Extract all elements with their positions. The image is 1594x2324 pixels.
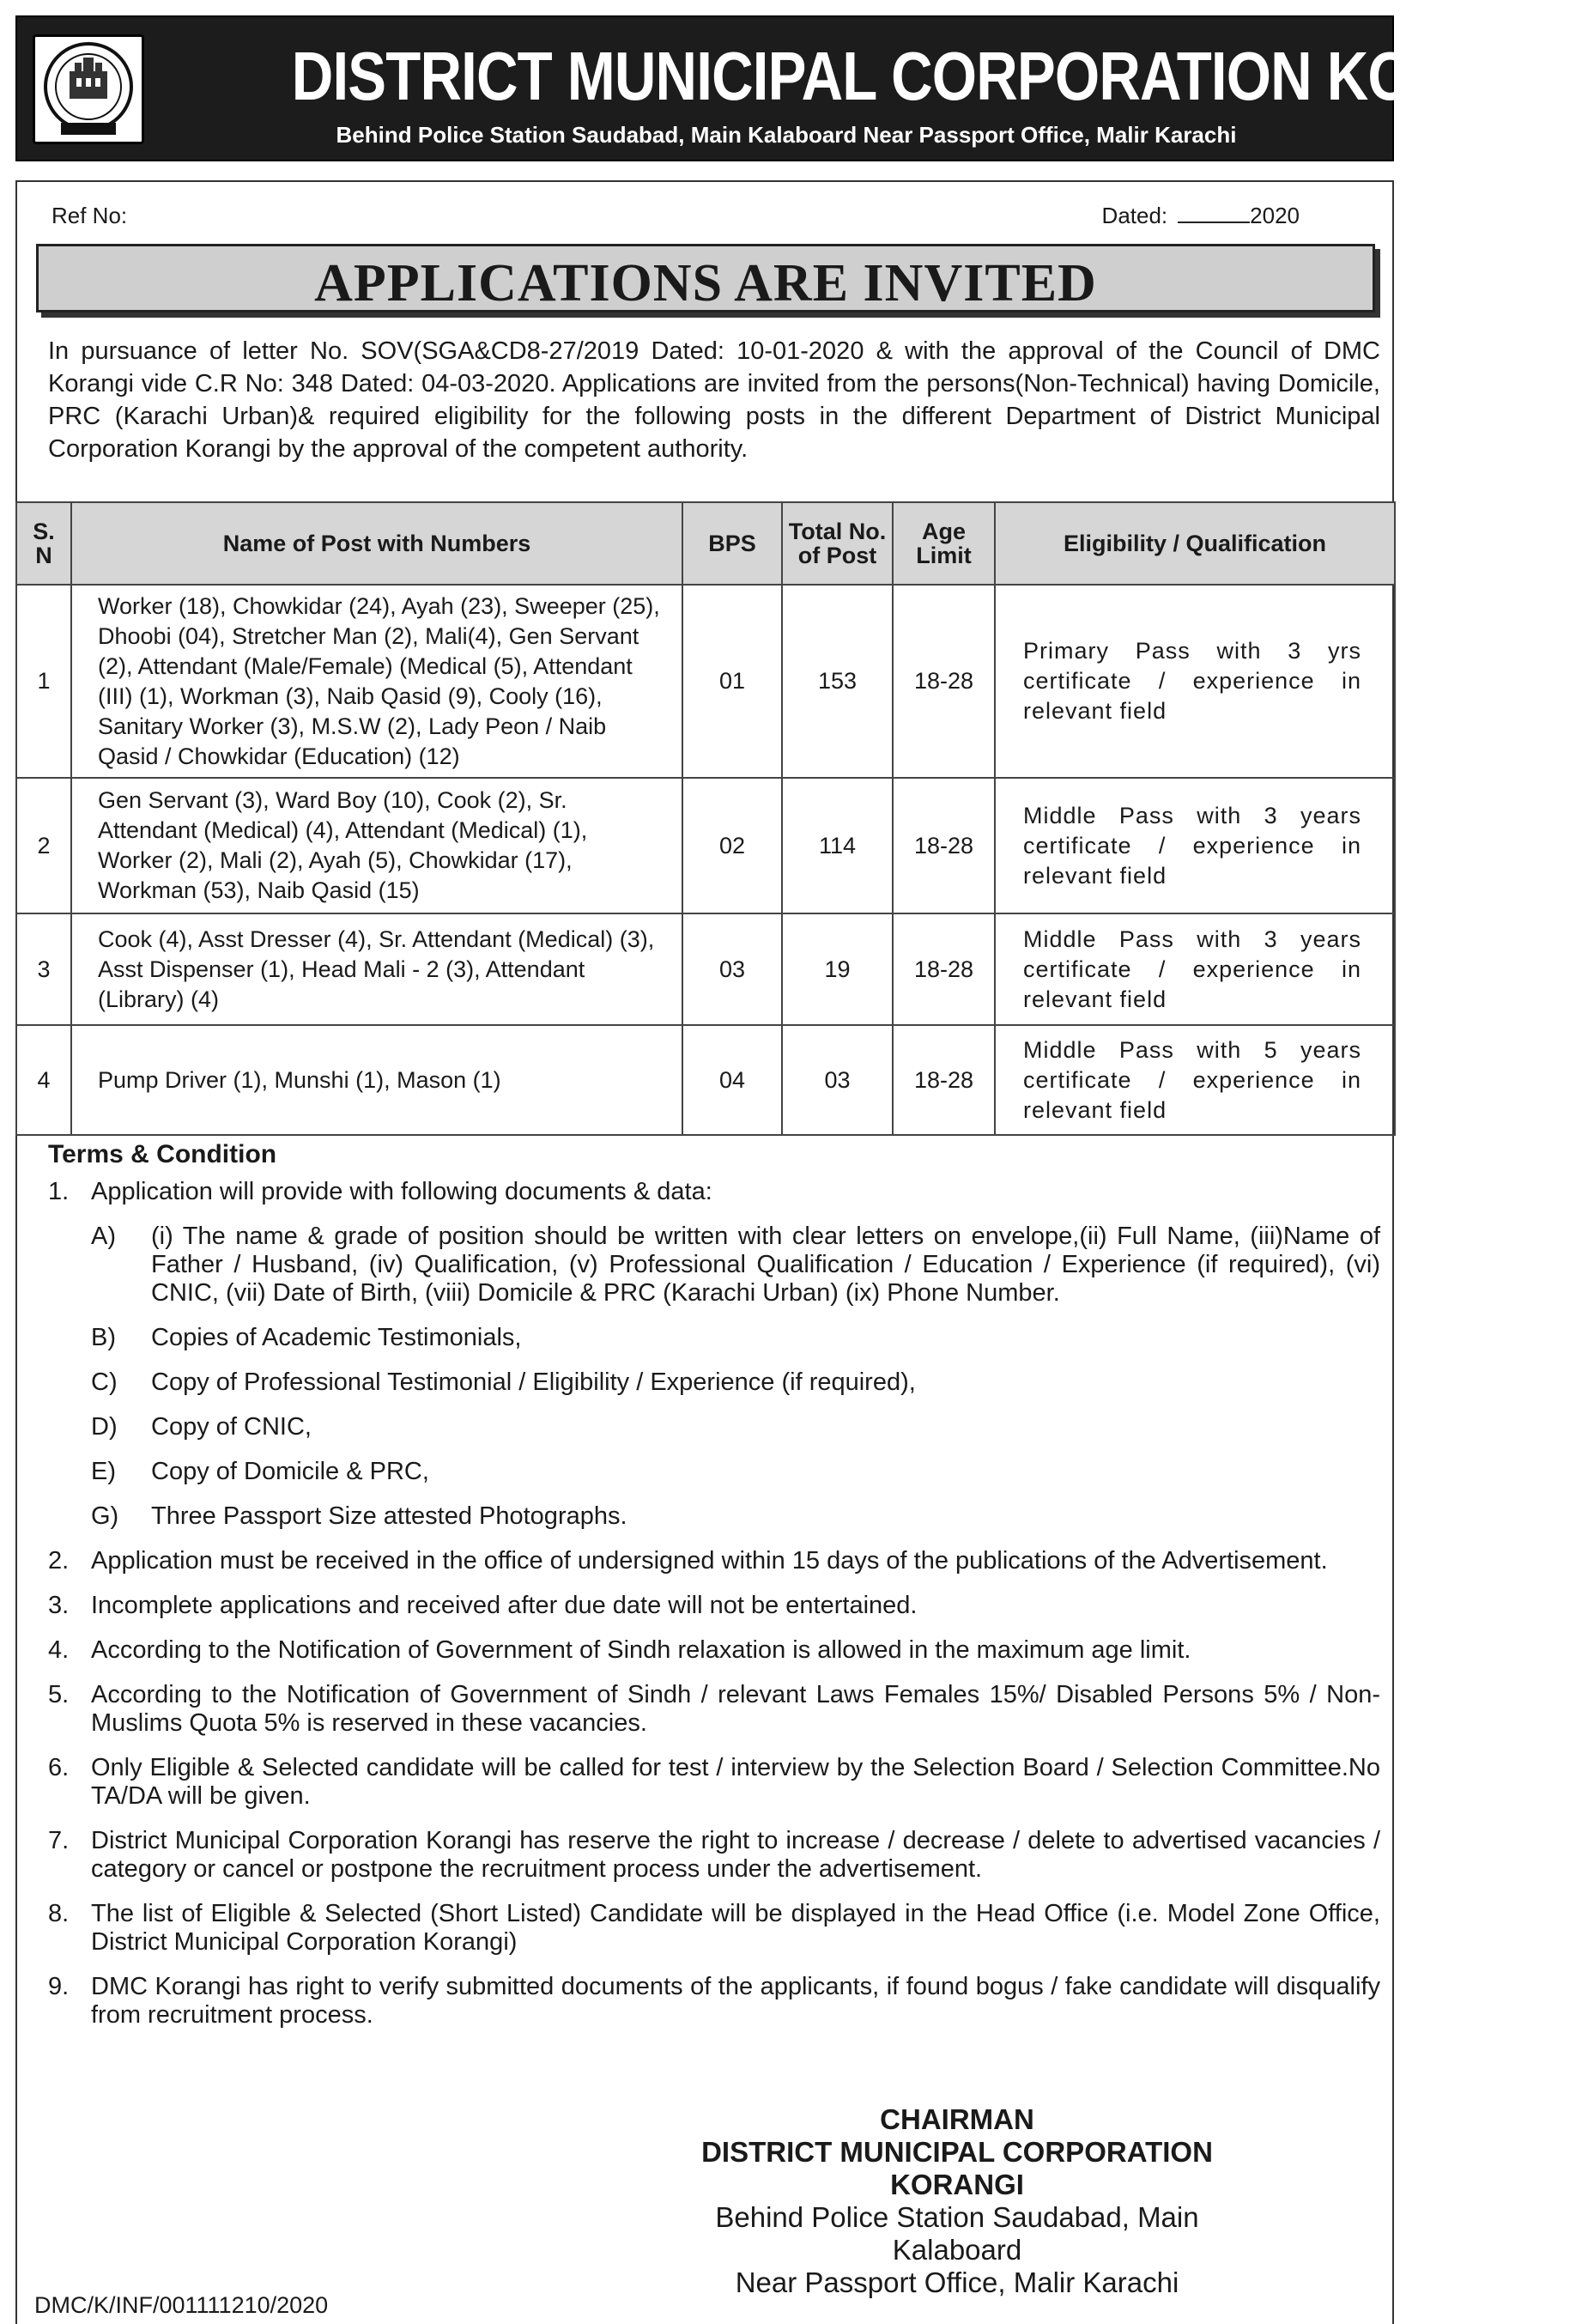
terms-title: Terms & Condition bbox=[48, 1140, 277, 1168]
term-number: 3. bbox=[48, 1592, 70, 1619]
term-item bbox=[48, 1547, 1380, 1575]
table-row bbox=[16, 1025, 1395, 1135]
term-number: 2. bbox=[48, 1547, 70, 1575]
sub-item bbox=[48, 1413, 1380, 1441]
term-number: 1. bbox=[48, 1178, 70, 1205]
signature-block bbox=[661, 2103, 1253, 2299]
sub-item bbox=[48, 1458, 1380, 1486]
term-text: Only Eligible & Selected candidate will be called for test / interview by the Selection Board / Selection Committee.No TA/DA will be given. bbox=[91, 1754, 1380, 1810]
term-text: According to the Notification of Government of Sindh / relevant Laws Females 15%/ Disabled Persons 5% / Non-Muslims Quota 5% is reserved in these vacancies. bbox=[91, 1681, 1380, 1737]
term-number: 5. bbox=[48, 1681, 70, 1708]
sub-text: Three Passport Size attested Photographs. bbox=[151, 1502, 627, 1530]
term-item bbox=[48, 1636, 1380, 1665]
dated-year: 2020 bbox=[1250, 203, 1300, 228]
organization-title: DISTRICT MUNICIPAL CORPORATION KORANGI bbox=[291, 38, 1594, 114]
posts-table bbox=[15, 501, 1396, 1136]
term-text: Application must be received in the office of undersigned within 15 days of the publications of the Advertisement. bbox=[91, 1547, 1328, 1575]
cell-eligibility: Primary Pass with 3 yrs certificate / experience in relevant field bbox=[995, 585, 1395, 778]
footer-reference: DMC/K/INF/001111210/2020 bbox=[34, 2292, 329, 2318]
term-text: Application will provide with following documents & data: bbox=[91, 1178, 712, 1205]
term-item bbox=[48, 1592, 1380, 1620]
cell-sn: 1 bbox=[16, 585, 71, 778]
signatory-address-line-2: Near Passport Office, Malir Karachi bbox=[735, 2266, 1179, 2298]
col-bps: BPS bbox=[682, 502, 782, 585]
col-age: Age Limit bbox=[893, 502, 995, 585]
cell-total: 03 bbox=[782, 1025, 893, 1135]
ref-no-label: Ref No: bbox=[52, 203, 128, 228]
sub-item bbox=[48, 1502, 1380, 1531]
sub-text: Copy of Professional Testimonial / Eligibility / Experience (if required), bbox=[151, 1368, 916, 1396]
sub-text: Copy of Domicile & PRC, bbox=[151, 1458, 429, 1485]
cell-total: 114 bbox=[782, 778, 893, 913]
term-item bbox=[48, 1178, 1380, 1206]
term-item bbox=[48, 1973, 1380, 2030]
table-row bbox=[16, 778, 1395, 913]
cell-eligibility: Middle Pass with 5 years certificate / experience in relevant field bbox=[995, 1025, 1395, 1135]
cell-eligibility: Middle Pass with 3 years certificate / experience in relevant field bbox=[995, 913, 1395, 1025]
dated-label: Dated: bbox=[1101, 203, 1168, 228]
term-number: 9. bbox=[48, 1973, 70, 2000]
term-number: 7. bbox=[48, 1827, 70, 1854]
intro-paragraph: In pursuance of letter No. SOV(SGA&CD8-27/2019 Dated: 10-01-2020 & with the approval of the Council of DMC Korangi vide C.R No: 348 Dated: 04-03-2020. Applications are invited from the persons(Non-Technical) having Domicile, PRC (Karachi Urban)& required eligibility for the following posts in the different Department of District Municipal Corporation Korangi by the approval of the competent authority. bbox=[48, 337, 1380, 463]
cell-sn: 3 bbox=[16, 913, 71, 1025]
sub-text: Copy of CNIC, bbox=[151, 1413, 312, 1441]
dated-blank-line bbox=[1178, 203, 1250, 223]
headline-banner bbox=[36, 244, 1375, 312]
col-eligibility: Eligibility / Qualification bbox=[995, 502, 1395, 585]
term-item bbox=[48, 1681, 1380, 1738]
terms-list bbox=[48, 1178, 1380, 2046]
cell-total: 153 bbox=[782, 585, 893, 778]
term-number: 6. bbox=[48, 1754, 70, 1781]
sub-item bbox=[48, 1223, 1380, 1308]
cell-bps: 01 bbox=[682, 585, 782, 778]
cell-sn: 2 bbox=[16, 778, 71, 913]
cell-age: 18-28 bbox=[893, 778, 995, 913]
term-text: DMC Korangi has right to verify submitted documents of the applicants, if found bogus / fake candidate will disqualify from recruitment process. bbox=[91, 1973, 1380, 2029]
cell-bps: 02 bbox=[682, 778, 782, 913]
col-post: Name of Post with Numbers bbox=[71, 502, 682, 585]
signatory-address-line-1: Behind Police Station Saudabad, Main Kalaboard bbox=[715, 2201, 1199, 2266]
term-text: District Municipal Corporation Korangi has reserve the right to increase / decrease / delete to advertised vacancies / category or cancel or postpone the recruitment process under the advertisement. bbox=[91, 1827, 1380, 1883]
cell-bps: 03 bbox=[682, 913, 782, 1025]
cell-bps: 04 bbox=[682, 1025, 782, 1135]
signatory-organization: DISTRICT MUNICIPAL CORPORATION bbox=[701, 2136, 1213, 2168]
header-banner bbox=[15, 15, 1594, 161]
advertisement-body bbox=[15, 180, 1394, 2324]
term-item bbox=[48, 1754, 1380, 1811]
term-number: 8. bbox=[48, 1900, 70, 1927]
term-item bbox=[48, 1827, 1380, 1884]
dated-field bbox=[1102, 203, 1300, 229]
sub-text: (i) The name & grade of position should be written with clear letters on envelope,(ii) Full Name, (iii)Name of Father / Husband, (iv) Qualification, (v) Professional Qualification / Education / Experience (if required), (vi) CNIC, (vii) Date of Birth, (viii) Domicile & PRC (Karachi Urban) (ix) Phone Number. bbox=[151, 1223, 1380, 1307]
signatory-title: CHAIRMAN bbox=[880, 2103, 1034, 2135]
sub-label: C) bbox=[91, 1368, 118, 1396]
cell-post: Worker (18), Chowkidar (24), Ayah (23), Sweeper (25), Dhoobi (04), Stretcher Man (2), Mali(4), Gen Servant (2), Attendant (Male/Female) (Medical (5), Attendant (III) (1), Workman (3), Naib Qasid (9), Cooly (16), Sanitary Worker (3), M.S.W (2), Lady Peon / Naib Qasid / Chowkidar (Education) (12) bbox=[71, 585, 682, 778]
table-row bbox=[16, 913, 1395, 1025]
cell-sn: 4 bbox=[16, 1025, 71, 1135]
cell-post: Cook (4), Asst Dresser (4), Sr. Attendant (Medical) (3), Asst Dispenser (1), Head Mali - 2 (3), Attendant (Library) (4) bbox=[71, 913, 682, 1025]
logo-emblem-icon bbox=[35, 37, 142, 142]
cell-age: 18-28 bbox=[893, 585, 995, 778]
cell-post: Pump Driver (1), Munshi (1), Mason (1) bbox=[71, 1025, 682, 1135]
col-sn: S. N bbox=[16, 502, 71, 585]
sub-text: Copies of Academic Testimonials, bbox=[151, 1324, 522, 1351]
organization-address: Behind Police Station Saudabad, Main Kalaboard Near Passport Office, Malir Karachi bbox=[336, 122, 1237, 148]
term-text: According to the Notification of Government of Sindh relaxation is allowed in the maximum age limit. bbox=[91, 1636, 1191, 1664]
cell-eligibility: Middle Pass with 3 years certificate / experience in relevant field bbox=[995, 778, 1395, 913]
headline: APPLICATIONS ARE INVITED bbox=[314, 254, 1097, 312]
cell-total: 19 bbox=[782, 913, 893, 1025]
cell-age: 18-28 bbox=[893, 913, 995, 1025]
sub-label: E) bbox=[91, 1458, 116, 1485]
cell-age: 18-28 bbox=[893, 1025, 995, 1135]
sub-label: B) bbox=[91, 1324, 116, 1351]
table-row bbox=[16, 585, 1395, 778]
sub-item bbox=[48, 1368, 1380, 1397]
sub-label: G) bbox=[91, 1502, 119, 1530]
col-total: Total No. of Post bbox=[782, 502, 893, 585]
table-header-row bbox=[16, 502, 1395, 585]
term-text: Incomplete applications and received after due date will not be entertained. bbox=[91, 1592, 918, 1619]
cell-post: Gen Servant (3), Ward Boy (10), Cook (2), Sr. Attendant (Medical) (4), Attendant (Medical) (1), Worker (2), Mali (2), Ayah (5), Chowkidar (17), Workman (53), Naib Qasid (15) bbox=[71, 778, 682, 913]
sub-label: A) bbox=[91, 1223, 116, 1250]
dmc-korangi-logo bbox=[33, 34, 144, 144]
sub-label: D) bbox=[91, 1413, 118, 1441]
term-number: 4. bbox=[48, 1636, 70, 1664]
signatory-district: KORANGI bbox=[890, 2169, 1024, 2200]
term-item bbox=[48, 1900, 1380, 1957]
sub-item bbox=[48, 1324, 1380, 1352]
term-text: The list of Eligible & Selected (Short Listed) Candidate will be displayed in the Head Office (i.e. Model Zone Office, District Municipal Corporation Korangi) bbox=[91, 1900, 1380, 1956]
